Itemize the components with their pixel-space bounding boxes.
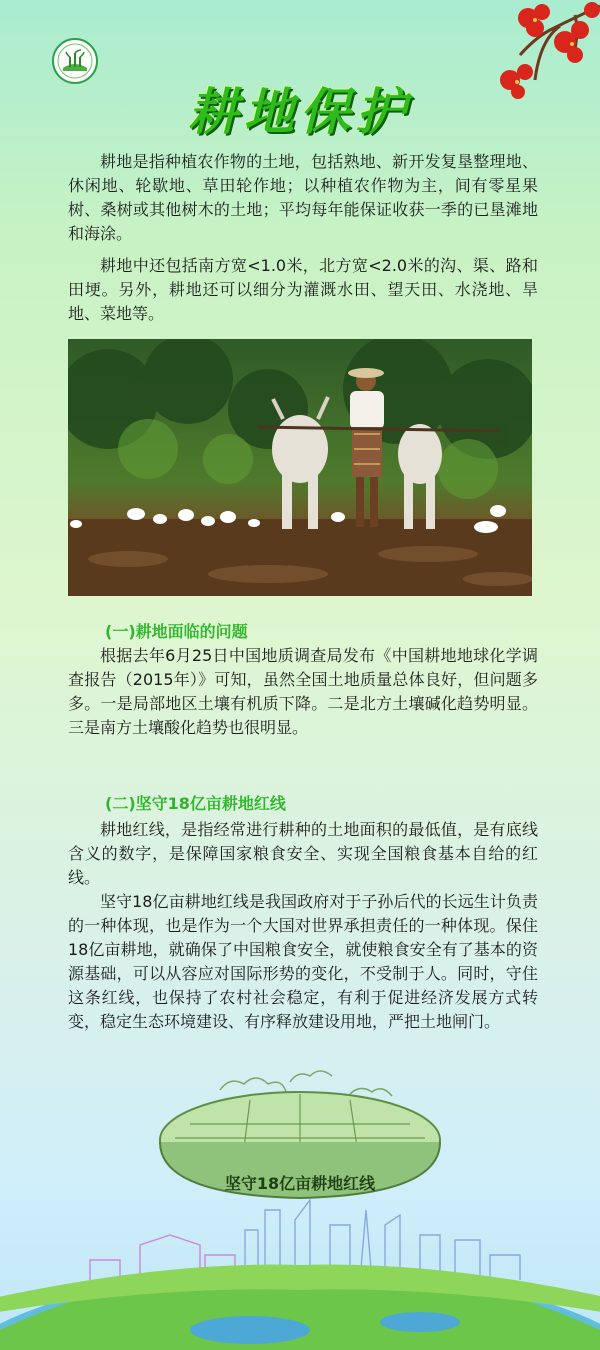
section-2-paragraph-1: 耕地红线，是指经常进行耕种的土地面积的最低值，是有底线含义的数字，是保障国家粮食安全、实现全国粮食基本自给的红线。	[68, 820, 538, 887]
ploughing-photo	[68, 339, 532, 596]
section-1-paragraph: 根据去年6月25日中国地质调查局发布《中国耕地地球化学调查报告（2015年）》可知，虽然全国土地质量总体良好，但问题多多。一是局部地区土壤有机质下降。二是北方土壤碱化趋势明显。三是南方土壤酸化趋势也很明显。	[68, 646, 538, 737]
page-title: 耕地保护	[188, 82, 412, 141]
intro-paragraph-2: 耕地中还包括南方宽<1.0米，北方宽<2.0米的沟、渠、路和田埂。另外，耕地还可以细分为灌溉水田、望天田、水浇地、旱地、菜地等。	[68, 256, 538, 323]
intro-paragraph-1: 耕地是指种植农作物的土地，包括熟地、新开发复垦整理地、休闲地、轮歇地、草田轮作地；以种植农作物为主，间有零星果树、桑树或其他树木的土地；平均每年能保证收获一季的已垦滩地和海涂。	[68, 152, 538, 243]
farmland-redline-illustration	[0, 1060, 600, 1350]
section-1-heading: (一)耕地面临的问题	[105, 622, 248, 641]
section-2-heading: (二)坚守18亿亩耕地红线	[105, 794, 286, 813]
illustration-badge-text: 坚守18亿亩耕地红线	[224, 1174, 376, 1193]
section-2-paragraph-2: 坚守18亿亩耕地红线是我国政府对于子孙后代的长远生计负责的一种体现，也是作为一个大国对世界承担责任的一种体现。保住18亿亩耕地，就确保了中国粮食安全，就使粮食安全有了基本的资源基础，可以从容应对国际形势的变化，不受制于人。同时，守住这条红线，也保持了农村社会稳定，有利于促进经济发展方式转变，稳定生态环境建设、有序释放建设用地，严把土地闸门。	[68, 892, 538, 1031]
